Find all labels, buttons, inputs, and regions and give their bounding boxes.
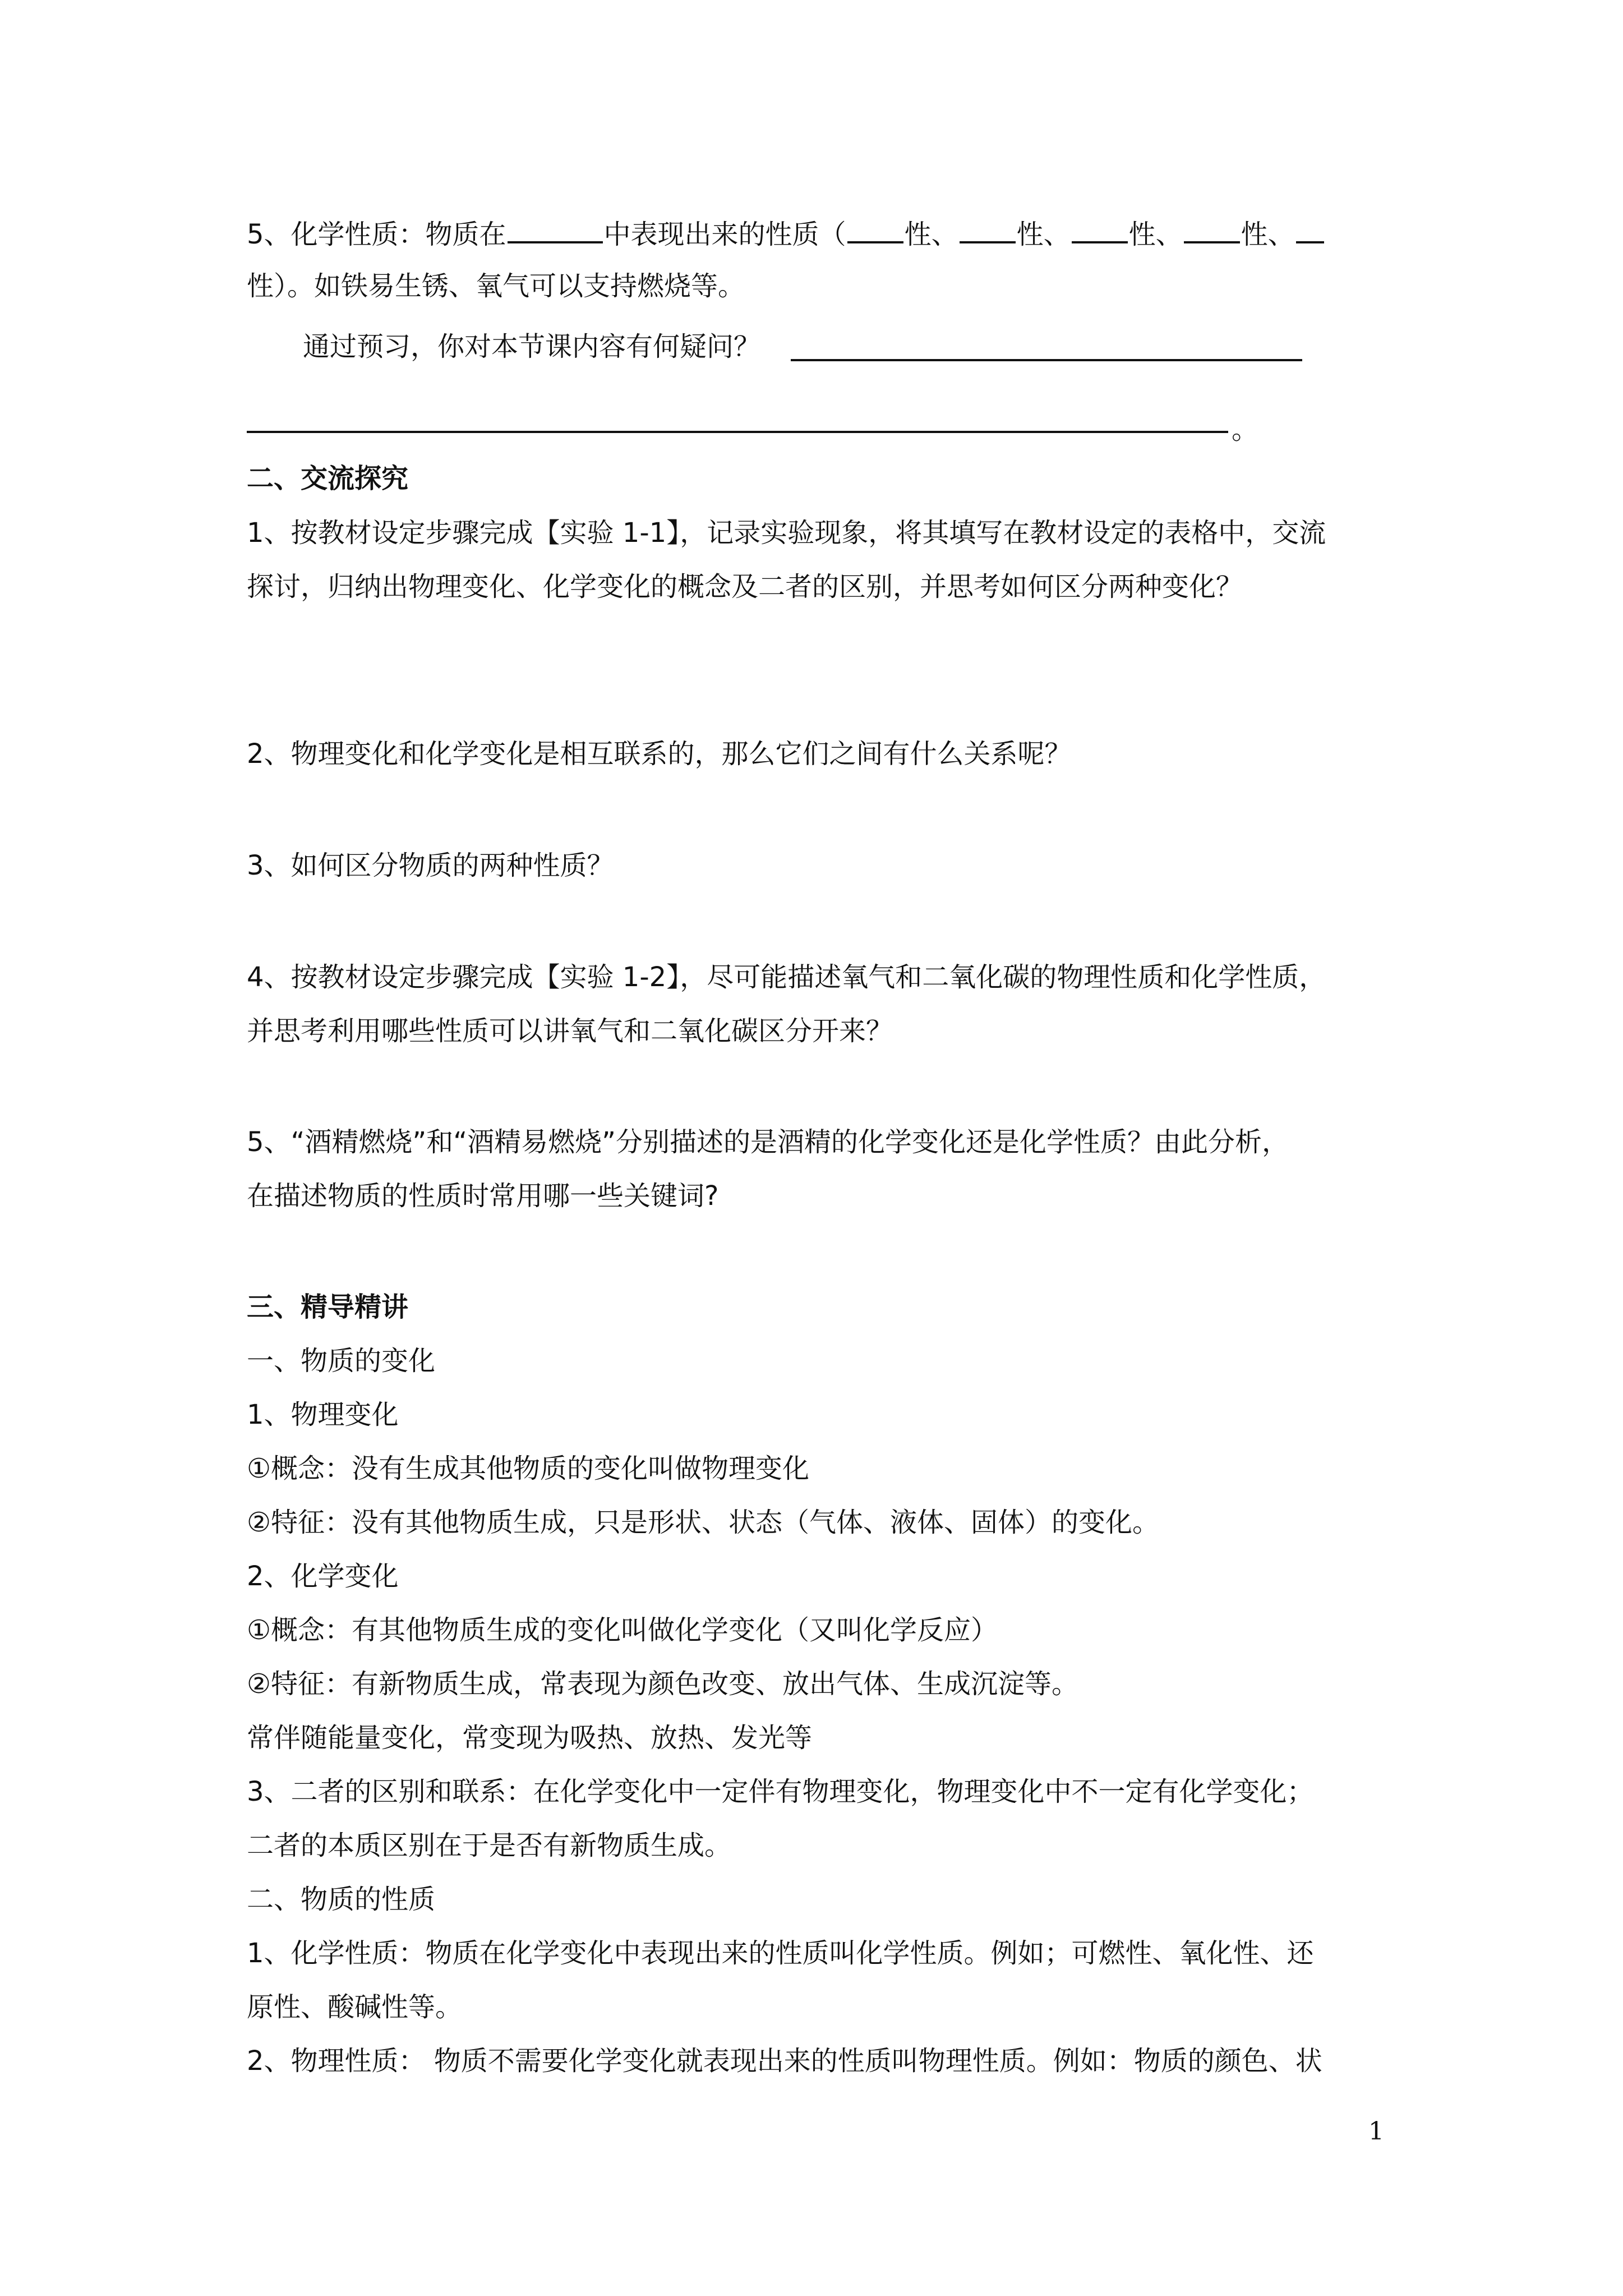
item5-suffix: 性、 <box>1241 219 1295 250</box>
section-2-heading: 二、交流探究 <box>247 463 409 494</box>
review-item-5-line-2: 性）。如铁易生锈、氧气可以支持燃烧等。 <box>247 270 745 302</box>
section3-p3-line1: 3、二者的区别和联系：在化学变化中一定伴有物理变化，物理变化中不一定有化学变化； <box>247 1776 1314 1807</box>
section3-sub1: 一、物质的变化 <box>247 1345 436 1377</box>
review-item-5-line-1 <box>247 208 1325 261</box>
answer-line[interactable] <box>791 359 1302 361</box>
fill-blank[interactable] <box>1184 215 1240 243</box>
section3-p1: 1、物理变化 <box>247 1399 399 1430</box>
section3-p3-line2: 二者的本质区别在于是否有新物质生成。 <box>247 1830 732 1861</box>
fill-blank[interactable] <box>960 215 1016 243</box>
section2-q4-line1: 4、按教材设定步骤完成【实验 1-2】，尽可能描述氧气和二氧化碳的物理性质和化学性质， <box>247 961 1326 993</box>
question-prompt: 通过预习，你对本节课内容有何疑问？ <box>303 331 761 362</box>
section3-q2-line1: 2、物理性质： 物质不需要化学变化就表现出来的性质叫物理性质。例如：物质的颜色、状 <box>247 2045 1322 2077</box>
section3-p2a: ①概念：有其他物质生成的变化叫做化学变化（又叫化学反应） <box>247 1614 998 1646</box>
section3-q1-line2: 原性、酸碱性等。 <box>247 1991 463 2023</box>
item5-suffix: 性、 <box>1016 219 1071 250</box>
section2-q1-line2: 探讨，归纳出物理变化、化学变化的概念及二者的区别，并思考如何区分两种变化？ <box>247 571 1243 602</box>
fill-blank[interactable] <box>508 215 603 243</box>
page-number: 1 <box>1368 2117 1384 2146</box>
section2-q2: 2、物理变化和化学变化是相互联系的，那么它们之间有什么关系呢？ <box>247 738 1072 770</box>
answer-line[interactable] <box>247 431 1228 433</box>
section3-sub2: 二、物质的性质 <box>247 1884 436 1915</box>
section3-q1-line1: 1、化学性质：物质在化学变化中表现出来的性质叫化学性质。例如；可燃性、氧化性、还 <box>247 1938 1314 1969</box>
fill-blank[interactable] <box>847 215 903 243</box>
section2-q5-line1: 5、“酒精燃烧”和“酒精易燃烧”分别描述的是酒精的化学变化还是化学性质？由此分析， <box>247 1126 1289 1158</box>
section3-p2: 2、化学变化 <box>247 1561 399 1592</box>
section3-p2b: ②特征：有新物质生成，常表现为颜色改变、放出气体、生成沉淀等。 <box>247 1668 1079 1700</box>
item5-suffix: 性、 <box>904 219 958 250</box>
period-mark: 。 <box>1232 414 1259 445</box>
section2-q1-line1: 1、按教材设定步骤完成【实验 1-1】，记录实验现象，将其填写在教材设定的表格中，交流 <box>247 517 1326 549</box>
fill-blank[interactable] <box>1072 215 1128 243</box>
section-3-heading: 三、精导精讲 <box>247 1291 409 1323</box>
item5-suffix: 性、 <box>1128 219 1183 250</box>
section3-p1a: ①概念：没有生成其他物质的变化叫做物理变化 <box>247 1453 810 1484</box>
item5-prefix: 5、化学性质：物质在 <box>247 219 506 250</box>
section2-q3: 3、如何区分物质的两种性质？ <box>247 850 614 881</box>
section3-p2c: 常伴随能量变化，常变现为吸热、放热、发光等 <box>247 1722 813 1754</box>
section3-p1b: ②特征：没有其他物质生成，只是形状、状态（气体、液体、固体）的变化。 <box>247 1507 1160 1538</box>
fill-blank[interactable] <box>1296 215 1324 243</box>
section2-q5-line2: 在描述物质的性质时常用哪一些关键词? <box>247 1180 719 1212</box>
item5-mid: 中表现出来的性质（ <box>603 219 846 250</box>
section2-q4-line2: 并思考利用哪些性质可以讲氧气和二氧化碳区分开来？ <box>247 1015 893 1047</box>
